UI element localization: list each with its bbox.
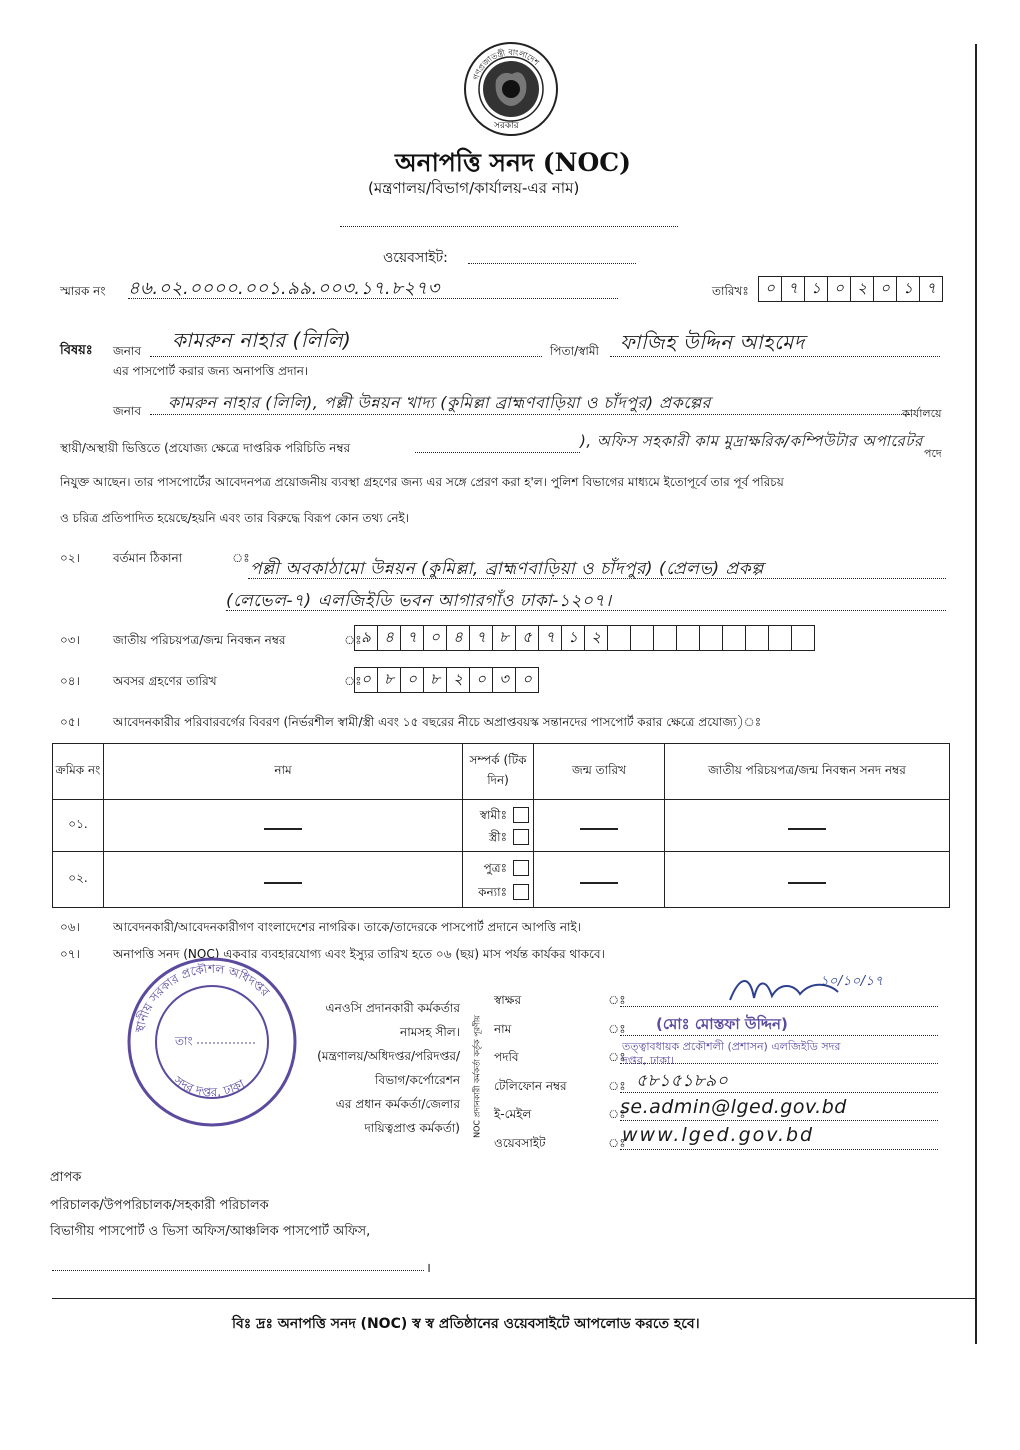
nid-digit-box: ৪ xyxy=(446,625,469,651)
nid-digit-box: ৯ xyxy=(354,625,377,651)
nid-number-boxes xyxy=(354,625,815,651)
footer-rule xyxy=(52,1298,977,1299)
svg-text:সদর দপ্তর, ঢাকা xyxy=(171,1073,248,1100)
header-name: নাম xyxy=(104,744,463,800)
signatory-name-stamp: (মোঃ মোস্তফা উদ্দিন) xyxy=(656,1015,788,1033)
website-label: ওয়েবসাইট: xyxy=(383,250,448,266)
field-telephone: টেলিফোন নম্বর ঃ xyxy=(494,1072,567,1101)
item-07-text: অনাপত্তি সনদ (NOC) একবার ব্যবহারযোগ্য এবং ইস্যুর তারিখ হতে ০৬ (ছয়) মাস পর্যন্ত কার্যকর থাকবে। xyxy=(113,947,605,961)
date-digit-box: ০ xyxy=(758,276,781,302)
date-digit-box: ১ xyxy=(804,276,827,302)
date-digit-box: ৭ xyxy=(919,276,943,302)
item-04-label: অবসর গ্রহণের তারিখ xyxy=(113,674,217,688)
retirement-digit-box: ২ xyxy=(446,667,469,693)
family-table xyxy=(52,743,950,908)
daughter-checkbox[interactable] xyxy=(513,884,529,900)
emblem-ring-text: গণপ্রজাতন্ত্রী বাংলাদেশ xyxy=(471,47,541,82)
item-03-number: ০৩। xyxy=(60,633,80,647)
address-line-2: (লেভেল-৭) এলজিইডি ভবন আগারগাঁও ঢাকা-১২০৭। xyxy=(226,591,612,611)
footer-note: বিঃ দ্রঃ অনাপত্তি সনদ (NOC) স্ব স্ব প্রতিষ্ঠানের ওয়েবসাইটে আপলোড করতে হবে। xyxy=(232,1316,700,1332)
nid-digit-box: ৮ xyxy=(492,625,515,651)
office-suffix: কার্যালয়ে xyxy=(902,407,942,420)
item-04-number: ০৪। xyxy=(60,674,80,688)
nid-digit-box xyxy=(653,625,676,651)
recipient-label: প্রাপক xyxy=(50,1170,82,1185)
field-website: ওয়েবসাইট ঃ xyxy=(494,1129,567,1158)
item-02-colon: ঃ xyxy=(232,551,250,565)
retirement-digit-box: ৮ xyxy=(423,667,446,693)
date-label: তারিখঃ xyxy=(712,284,749,298)
field-designation: পদবি ঃ xyxy=(494,1043,567,1072)
stamp-ring-text: স্থানীয় সরকার প্রকৌশল অধিদপ্তর xyxy=(132,961,273,1034)
blank-dash xyxy=(580,828,618,830)
body-line4: ও চরিত্র প্রতিপাদিত হয়েছে/হয়নি এবং তার বিরুদ্ধে বিরূপ কোন তথ্য নেই। xyxy=(60,511,410,525)
header-relation: সম্পর্ক (টিক দিন) xyxy=(463,744,534,800)
retirement-digit-box: ০ xyxy=(469,667,492,693)
father-name: ফাজিহ উদ্দিন আহমেদ xyxy=(620,330,805,354)
nid-digit-box: ৭ xyxy=(469,625,492,651)
item-05-label: আবেদনকারীর পরিবারবর্গের বিবরণ (নির্ভরশীল স্বামী/স্ত্রী এবং ১৫ বছরের নীচে অপ্রাপ্তবয়স্ক সন্তানদের পাসপোর্ট করার ক্ষেত্রে প্রযোজ্য)ঃ xyxy=(113,715,762,729)
table-row xyxy=(53,852,950,908)
address-line-1: পল্লী অবকাঠামো উন্নয়ন (কুমিল্লা, ব্রাহ্মণবাড়িয়া ও চাঁদপুর) (প্রেলভ) প্রকল্প xyxy=(250,559,764,579)
row-serial: ০১. xyxy=(53,800,104,852)
blank-dash xyxy=(264,882,302,884)
page-border xyxy=(975,44,977,1344)
applicant-name-line xyxy=(150,356,542,357)
ministry-name-line xyxy=(340,226,678,227)
emblem-bottom-text: সরকার xyxy=(494,121,519,131)
son-checkbox[interactable] xyxy=(513,860,529,876)
item-03-colon: ঃ xyxy=(344,633,362,647)
id-number-line xyxy=(415,452,580,453)
retirement-digit-box: ৩ xyxy=(492,667,515,693)
nid-digit-box xyxy=(768,625,791,651)
date-digit-box: ২ xyxy=(850,276,873,302)
page-title: অনাপত্তি সনদ (NOC) xyxy=(395,148,631,177)
wife-checkbox[interactable] xyxy=(513,829,529,845)
body-janab: জনাব xyxy=(113,404,142,418)
blank-dash xyxy=(788,882,826,884)
date-digit-box: ০ xyxy=(873,276,896,302)
page-subtitle: (মন্ত্রণালয়/বিভাগ/কার্যালয়-এর নাম) xyxy=(368,179,580,197)
recipient-line1: পরিচালক/উপপরিচালক/সহকারী পরিচালক xyxy=(50,1198,269,1213)
blank-dash xyxy=(580,882,618,884)
nid-digit-box: ৭ xyxy=(538,625,561,651)
recipient-address-line xyxy=(52,1270,424,1271)
retirement-digit-box: ০ xyxy=(400,667,423,693)
signature-date: ১০/১০/১৭ xyxy=(820,974,884,989)
signatory-designation-stamp: তত্ত্বাবধায়ক প্রকৌশলী (প্রশাসন) এলজিইডি সদর দপ্তর, ঢাকা। xyxy=(622,1040,841,1067)
nid-digit-box xyxy=(791,625,815,651)
memo-line xyxy=(128,298,618,299)
subject-janab: জনাব xyxy=(113,344,142,358)
website-value: www.lged.gov.bd xyxy=(622,1124,815,1146)
date-digit-box: ৭ xyxy=(781,276,804,302)
telephone-value: ৫৮১৫১৮৯০ xyxy=(636,1071,729,1091)
nid-digit-box: ১ xyxy=(561,625,584,651)
nid-digit-box xyxy=(699,625,722,651)
item-07-number: ০৭। xyxy=(60,947,80,961)
subject-line2: এর পাসপোর্ট করার জন্য অনাপত্তি প্রদান। xyxy=(113,364,309,378)
nid-digit-box xyxy=(607,625,630,651)
stamp-center-text: তাং xyxy=(175,1034,193,1048)
memo-label: স্মারক নং xyxy=(60,284,106,298)
blank-dash xyxy=(788,828,826,830)
recipient-line2: বিভাগীয় পাসপোর্ট ও ভিসা অফিস/আঞ্চলিক পাসপোর্ট অফিস, xyxy=(50,1224,371,1239)
nid-digit-box xyxy=(630,625,653,651)
item-06-text: আবেদনকারী/আবেদনকারীগণ বাংলাদেশের নাগরিক। তাকে/তাদেরকে পাসপোর্ট প্রদানে আপত্তি নাই। xyxy=(113,920,582,934)
item-02-label: বর্তমান ঠিকানা xyxy=(113,551,183,565)
nid-digit-box xyxy=(745,625,768,651)
item-02-number: ০২। xyxy=(60,551,80,565)
nid-digit-box: ০ xyxy=(423,625,446,651)
nid-digit-box: ৪ xyxy=(377,625,400,651)
applicant-name: কামরুন নাহার (লিলি) xyxy=(172,328,352,352)
header-nid: জাতীয় পরিচয়পত্র/জন্ম নিবন্ধন সনদ নম্বর xyxy=(665,744,950,800)
subject-label: বিষয়ঃ xyxy=(60,343,93,358)
permanent-text: স্থায়ী/অস্থায়ী ভিত্তিতে (প্রযোজ্য ক্ষেত্রে দাপ্তরিক পরিচিতি নম্বর xyxy=(60,441,351,455)
blank-dash xyxy=(264,828,302,830)
memo-date-boxes xyxy=(758,276,943,302)
stamp-bottom-text: সদর দপ্তর, ঢাকা xyxy=(171,1073,247,1100)
recipient-end-mark: । xyxy=(426,1261,431,1276)
father-name-line xyxy=(610,356,940,357)
vertical-note: NOC প্রদানকারী কর্মকর্তা কর্তৃক পূরণীয় xyxy=(472,1015,482,1138)
memo-value: ৪৬.০২.০০০০.০০১.৯৯.০০৩.১৭.৮২৭৩ xyxy=(128,278,440,299)
post-suffix: পদে xyxy=(924,447,942,460)
husband-checkbox[interactable] xyxy=(513,807,529,823)
email-value: se.admin@lged.gov.bd xyxy=(620,1096,847,1118)
address-dotline-2 xyxy=(226,610,946,611)
item-06-number: ০৬। xyxy=(60,920,80,934)
field-name: নাম ঃ xyxy=(494,1015,567,1044)
header-serial: ক্রমিক নং xyxy=(53,744,104,800)
field-signature: স্বাক্ষর ঃ xyxy=(494,986,567,1015)
item-03-label: জাতীয় পরিচয়পত্র/জন্ম নিবন্ধন নম্বর xyxy=(113,633,286,647)
retirement-digit-box: ৮ xyxy=(377,667,400,693)
body-handwritten-2: ), অফিস সহকারী কাম মুদ্রাক্ষরিক/কম্পিউটার অপারেটর xyxy=(580,432,923,450)
father-label: পিতা/স্বামী xyxy=(550,344,599,358)
date-digit-box: ১ xyxy=(896,276,919,302)
row-serial: ০২. xyxy=(53,852,104,908)
nid-digit-box xyxy=(722,625,745,651)
body-line-1 xyxy=(150,414,912,415)
website-line xyxy=(468,263,636,264)
table-row xyxy=(53,800,950,852)
relation-husband-label: স্বামীঃ xyxy=(479,807,507,822)
nid-digit-box: ৭ xyxy=(400,625,423,651)
retirement-date-boxes xyxy=(354,667,539,693)
retirement-digit-box: ০ xyxy=(515,667,539,693)
relation-son-label: পুত্রঃ xyxy=(483,860,507,875)
address-dotline-1 xyxy=(248,578,946,579)
nid-digit-box: ২ xyxy=(584,625,607,651)
signatory-fields xyxy=(494,986,626,1157)
item-05-number: ০৫। xyxy=(60,715,80,729)
item-04-colon: ঃ xyxy=(344,674,362,688)
field-email: ই-মেইল ঃ xyxy=(494,1100,567,1129)
date-digit-box: ০ xyxy=(827,276,850,302)
retirement-digit-box: ০ xyxy=(354,667,377,693)
body-handwritten-1: কামরুন নাহার (লিলি), পল্লী উন্নয়ন খাদ্য (কুমিল্লা ব্রাহ্মণবাড়িয়া ও চাঁদপুর) প্রকল্পের xyxy=(168,393,711,412)
nid-digit-box xyxy=(676,625,699,651)
header-dob: জন্ম তারিখ xyxy=(534,744,665,800)
nid-digit-box: ৫ xyxy=(515,625,538,651)
relation-wife-label: স্ত্রীঃ xyxy=(488,829,507,844)
body-line3: নিযুক্ত আছেন। তার পাসপোর্টের আবেদনপত্র প্রয়োজনীয় ব্যবস্থা গ্রহণের জন্য এর সঙ্গে প্রেরণ করা হ'ল। পুলিশ বিভাগের মাধ্যমে ইতোপূর্বে তার পূর্ব পরিচয় xyxy=(60,475,784,489)
signatory-designation: এনওসি প্রদানকারী কর্মকর্তার নামসহ সীল। (মন্ত্রণালয়/অধিদপ্তর/পরিদপ্তর/ বিভাগ/কর্পোরেশন এর প্রধান কর্মকর্তা/জেলার দায়িত্বপ্রাপ্ত কর্মকর্তা) xyxy=(317,1001,460,1135)
relation-daughter-label: কন্যাঃ xyxy=(478,884,507,899)
